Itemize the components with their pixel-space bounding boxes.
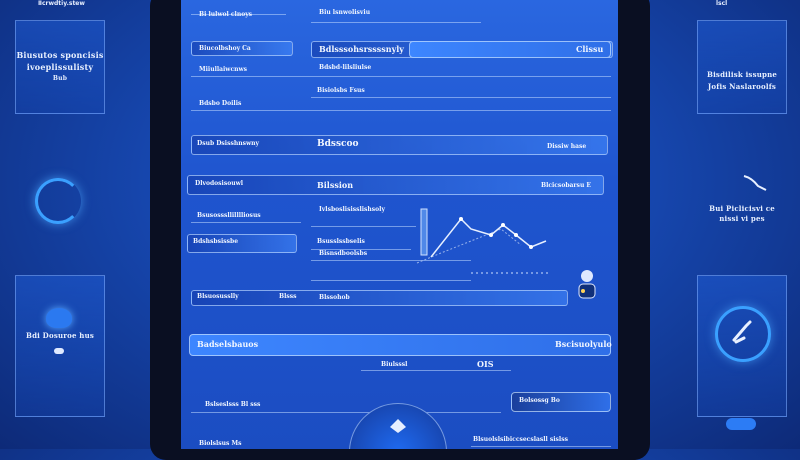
tablet-screen: [181, 0, 618, 449]
toggle-icon[interactable]: [54, 348, 64, 354]
row10-left: Blsuosusslly: [197, 293, 239, 300]
row10-bar[interactable]: [191, 290, 568, 306]
row10-mid: Blssohob: [319, 294, 350, 301]
row2-mid: Bdlsssohsrssssnyly: [319, 44, 404, 54]
left-bottom-label: Bdi Dosuroe hus: [25, 331, 95, 340]
cloud-icon: [46, 308, 72, 328]
row12-left: Bslseslsss Bl sss: [205, 401, 261, 408]
banner-left: Badselsbauos: [197, 339, 259, 349]
left-card-line3: Bub: [52, 75, 68, 82]
curve-icon: [740, 172, 770, 192]
row8-mid: Bsusslssbselis: [317, 238, 365, 245]
row7-left: Bsusosssllilllliosus: [197, 212, 261, 219]
row6-right: Blcicsobarsu E: [541, 182, 591, 189]
row11-mid: Biulsssl: [381, 361, 408, 368]
left-card-line1: Biusutos sponcisis: [16, 50, 104, 60]
row3-left: Miiullaiwcnws: [199, 66, 248, 73]
row5-left: Dsub Dsisshnswny: [197, 140, 259, 147]
row11-right: OIS: [477, 359, 494, 369]
row2-left: Biucolbshoy Ca: [199, 45, 251, 52]
row8-left: Bdshsbsissbe: [193, 238, 239, 245]
row1-mid: Biu lsnwolisviu: [319, 9, 371, 16]
right-card-line1: Bisdilisk issupne: [706, 70, 778, 79]
left-card-line2: ivoeplissulisty: [26, 62, 94, 72]
left-bottom-card[interactable]: [15, 275, 105, 417]
diamond-icon: [389, 418, 407, 434]
row10-mid2: Blsss: [279, 293, 297, 300]
row7-mid: Ivlsboslisisslishsoly: [319, 206, 385, 213]
trend-chart: [411, 205, 581, 280]
row13-left: Biolslsus Ms: [199, 440, 242, 447]
row6-mid: Bilssion: [317, 180, 354, 190]
wrench-icon: [728, 316, 754, 346]
left-top-label: Ⅱcrwdtiy.stew: [38, 0, 85, 7]
row4-left: Bdsbo Doilis: [199, 100, 242, 107]
left-info-card[interactable]: [15, 20, 105, 114]
row9-mid: Bisnsdboolsbs: [319, 250, 368, 257]
row13-right: Blsuolslsibiccsecslasll sislss: [473, 436, 568, 443]
banner-right: Bscisuolyulo: [555, 339, 612, 349]
right-top-label: lscl: [716, 0, 728, 7]
row3-mid: Bdsbd-lilsliulse: [319, 64, 372, 71]
robot-icon: [573, 266, 603, 306]
right-bottom-card[interactable]: [697, 275, 787, 417]
row12-right: Bolsossg Bo: [519, 397, 560, 404]
row4-mid: Bisiolsbs Fsus: [317, 87, 365, 94]
right-info-card[interactable]: [697, 20, 787, 114]
power-toggle[interactable]: [726, 418, 756, 430]
row5-mid: Bdsscoo: [317, 139, 359, 149]
right-mid-label: Bui Piclicisvi ce nissi vi pes: [709, 204, 775, 223]
loading-ring-icon: [35, 178, 81, 224]
row6-left: Dlvodosisouwl: [195, 180, 244, 187]
right-card-line2: Jofis Naslaroolfs: [707, 82, 777, 91]
row1-left: Bi lulwol clnoys: [199, 11, 253, 18]
row5-right: Dissiw hase: [547, 143, 587, 150]
row2-right: Clissu: [576, 44, 604, 54]
